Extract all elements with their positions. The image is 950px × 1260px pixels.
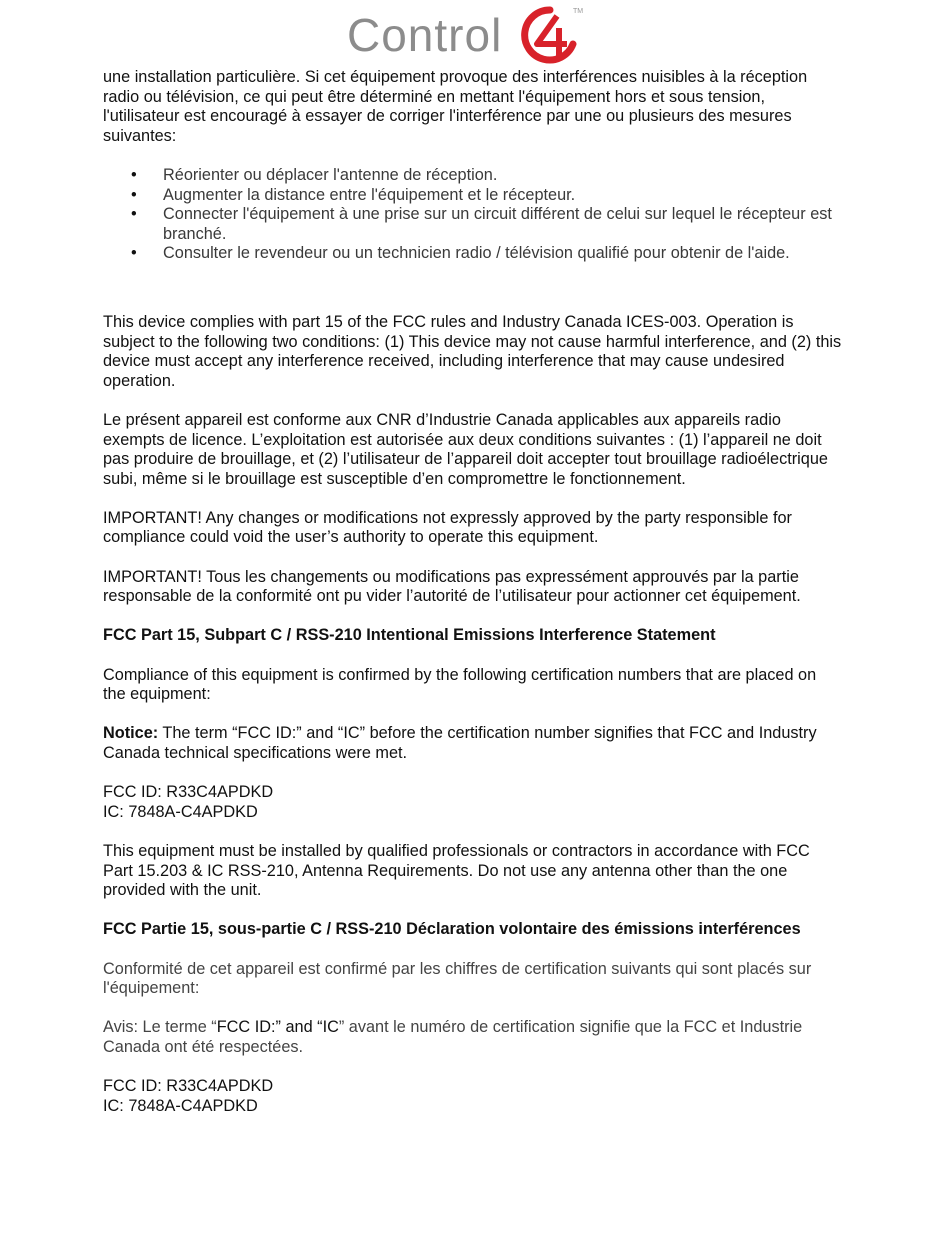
logo-4-mark-icon xyxy=(521,6,579,64)
list-item: • Connecter l'équipement à une prise sur un circuit différent de celui sur lequel le récepteur est branché. xyxy=(103,205,843,244)
intro-paragraph: une installation particulière. Si cet équipement provoque des interférences nuisibles à la réception radio ou télévision, ce qui peut être déterminé en mettant l'équipement hors et sous tension, l'utilisateur est encouragé à essayer de corriger l'interférence par une ou plusieurs des mesures suivantes: xyxy=(103,68,808,145)
heading-english: FCC Part 15, Subpart C / RSS-210 Intentional Emissions Interference Statement xyxy=(103,626,716,645)
fcc-id-line: FCC ID: R33C4APDKD xyxy=(103,783,274,802)
ic-line: IC: 7848A-C4APDKD xyxy=(103,1096,258,1115)
control4-logo xyxy=(347,6,597,66)
notice-paragraph xyxy=(103,724,843,763)
notice-text: The term “FCC ID:” and “IC” before the certification number signifies that FCC and Industry Canada technical specifications were met. xyxy=(103,724,817,762)
heading-french: FCC Partie 15, sous-partie C / RSS-210 Déclaration volontaire des émissions interférences xyxy=(103,920,801,939)
notice-label: Notice: xyxy=(103,724,159,743)
list-item: • Réorienter ou déplacer l'antenne de réception. xyxy=(103,166,843,186)
document-body xyxy=(103,68,843,1116)
avis-prefix: Avis: Le terme “ xyxy=(103,1018,217,1037)
logo-trademark: TM xyxy=(573,8,584,15)
list-item: • Augmenter la distance entre l'équipement et le récepteur. xyxy=(103,186,843,206)
avis-suffix: ” avant le numéro de certification signifie que la FCC et Industrie Canada ont été respectées. xyxy=(103,1018,803,1056)
cnr-compliance-paragraph: Le présent appareil est conforme aux CNR d’Industrie Canada applicables aux appareils radio exempts de licence. L’exploitation est autorisée aux deux conditions suivantes : (1) l’appareil ne doit pas produire de brouillage, et (2) l’utilisateur de l’appareil doit accepter tout brouillage radioélectrique subi, même si le brouillage est susceptible d’en compromettre le fonctionnement. xyxy=(103,410,828,488)
fcc-id-line: FCC ID: R33C4APDKD xyxy=(103,1077,274,1096)
logo-wordmark: Control xyxy=(347,9,503,61)
avis-paragraph xyxy=(103,1018,843,1057)
ic-line: IC: 7848A-C4APDKD xyxy=(103,802,258,821)
important-french-paragraph: IMPORTANT! Tous les changements ou modifications pas expressément approuvés par la partie responsable de la conformité ont pu vider l’autorité de l’utilisateur pour actionner cet équipement. xyxy=(103,567,801,606)
list-item: • Consulter le revendeur ou un technicien radio / télévision qualifié pour obtenir de l'aide. xyxy=(103,244,843,264)
certification-french-paragraph: Conformité de cet appareil est confirmé par les chiffres de certification suivants qui sont placés sur l'équipement: xyxy=(103,959,812,998)
important-english-paragraph: IMPORTANT! Any changes or modifications not expressly approved by the party responsible for compliance could void the user’s authority to operate this equipment. xyxy=(103,508,792,547)
installation-paragraph: This equipment must be installed by qualified professionals or contractors in accordance with FCC Part 15.203 & IC RSS-210, Antenna Requirements. Do not use any antenna other than the one provided with the unit. xyxy=(103,841,810,900)
certification-english-paragraph: Compliance of this equipment is confirmed by the following certification numbers that are placed on the equipment: xyxy=(103,665,817,704)
fcc-compliance-paragraph: This device complies with part 15 of the FCC rules and Industry Canada ICES-003. Operation is subject to the following two conditions: (1) This device may not cause harmful interference, and (2) this device must accept any interference received, including interference that may cause undesired operation. xyxy=(103,312,842,390)
measures-list xyxy=(103,166,843,264)
avis-terms: FCC ID:” and “IC xyxy=(216,1018,339,1037)
